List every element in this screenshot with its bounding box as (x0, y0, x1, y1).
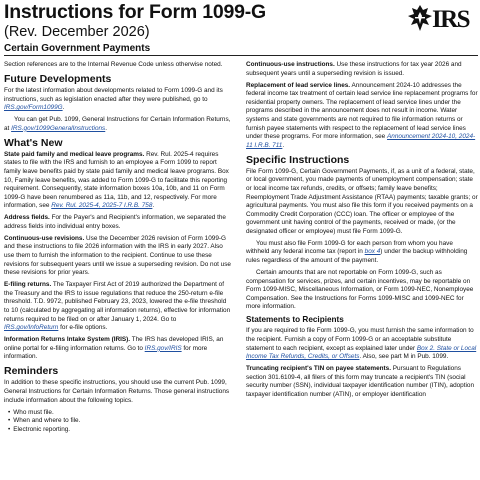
specific-instructions-paragraph: File Form 1099-G, Certain Government Payments, if, as a unit of a federal, state, or local government, you made payments of unemployment compensation; state or local income tax refunds, credits, or offsets; family leave benefits; Reemployment Trade Adjustment Assistance (RTAA) payments; taxable grants; or agricultural payments. You must also file this form if you received payments on a Commodity Credit Corporation (CCC) loan. The officer or employee of the government unit having control of the payments, received or made, (or the designated officer or employee) must file Form 1099-G. (246, 167, 478, 235)
statements-to-recipients-heading: Statements to Recipients (246, 315, 344, 325)
list-item: • When and where to file. (8, 417, 231, 426)
box-2-link[interactable]: Box 2. State or Local Income Tax Refunds, Credits, or Offsets (246, 344, 477, 361)
backup-withholding-paragraph: You must also file Form 1099-G for each person from whom you have withheld any federal income tax (report in box 4) under the backup withholding rules regardless of the amount of the payment. (246, 239, 468, 265)
irs-logo (406, 3, 478, 37)
whats-new-heading: What's New (4, 136, 63, 149)
general-instructions-link[interactable]: IRS.gov/1099GeneralInstructions (11, 124, 106, 132)
header-divider (4, 55, 478, 56)
truncating-tin-paragraph: Truncating recipient's TIN on payee statements. Pursuant to Regulations section 301.6109-4, all filers of this form may truncate a recipient's TIN (social security number (SSN), individual taxpayer identification number (ITIN), adoption taxpayer identification number (ATIN), or employer identification (246, 365, 475, 398)
info-return-link[interactable]: IRS.gov/InfoReturn (4, 324, 59, 332)
list-item: • Electronic reporting. (8, 426, 231, 435)
future-developments-paragraph: For the latest information about developments related to Form 1099-G and its instructions, such as legislation enacted after they were published, go to IRS.gov/Form1099G. (4, 86, 223, 112)
continuous-use-revisions-paragraph: Continuous-use revisions. Use the December 2026 revision of Form 1099-G and these instructions to file 2026 information with the IRS in early 2027. Also use them to furnish the information to the recipient. Continue to use these revisions for subsequent years until we issue a superseding revision. Do not use these revisions for prior years. (4, 234, 231, 277)
revision-date: (Rev. December 2026) (4, 24, 150, 40)
irs-eagle-icon (406, 3, 434, 33)
statements-paragraph: If you are required to file Form 1099-G, you must furnish the same information to the recipient. Furnish a copy of Form 1099-G or an acceptable substitute statement to each recipient, except as explained later under Box 2. State or Local Income Tax Refunds, Credits, or Offsets. Also, see part M in Pub. 1099. (246, 327, 477, 361)
address-fields-paragraph: Address fields. For the Payer's and Recipient's information, we separated the address fields into individual entry boxes. (4, 214, 226, 230)
iris-link[interactable]: IRS.gov/IRIS (144, 344, 182, 352)
form-1099g-link[interactable]: IRS.gov/Form1099G (4, 104, 63, 112)
reminders-list (8, 409, 231, 435)
state-paid-leave-paragraph: State paid family and medical leave programs. Rev. Rul. 2025-4 requires states to file with the IRS and furnish to an employee a Form 1099 to report family leave benefits paid by state paid family and medical leave programs. Box 10, Family leave benefits, was added to Form 1099-G to facilitate this reporting requirement. Consequently, state information boxes 10a, 10b, and 11 on Form 1099-G have been renumbered as 11a, 11b, and 12, respectively. For more information, see Rev. Rul. 2025-4, 2025-7 I.R.B. 758. (4, 150, 229, 210)
reminders-heading: Reminders (4, 365, 59, 378)
efiling-paragraph: E-filing returns. The Taxpayer First Act of 2019 authorized the Department of the Treasury and the IRS to issue regulations that reduce the 250-return e-file threshold. T.D. 9972, published February 23, 2023, lowered the e-file threshold to 10 (calculated by aggregating all information returns), effective for information returns required to be filed on or after January 1, 2024. Go to IRS.gov/InfoReturn for e-file options. (4, 281, 231, 332)
announcement-link[interactable]: Announcement 2024-10, 2024-11 I.R.B. 711 (246, 133, 476, 149)
intro-paragraph: Section references are to the Internal Revenue Code unless otherwise noted. (4, 61, 223, 68)
rev-rul-link[interactable]: Rev. Rul. 2025-4, 2025-7 I.R.B. 758 (51, 202, 153, 210)
left-column (4, 61, 231, 480)
specific-instructions-heading: Specific Instructions (246, 153, 350, 166)
box-4-link[interactable]: box 4 (364, 248, 381, 256)
lead-service-lines-paragraph: Replacement of lead service lines. Announcement 2024-10 addresses the federal income tax treatment of certain lead service line replacement programs for residential property owners. The replacement of lead service lines under the programs described in the announcement does not result in income. Water systems and state governments are not required to file information returns or furnish payee statements with respect to the replacement of lead service lines under these programs. For more information, see Announcement 2024-10, 2024-11 I.R.B. 711. (246, 81, 478, 149)
iris-paragraph: Information Returns Intake System (IRIS). The IRS has developed IRIS, an online portal for e-filing information returns. Go to IRS.gov/IRIS for more information. (4, 336, 224, 361)
list-item: • Who must file. (8, 409, 231, 418)
irs-logo-text: IRS (432, 6, 469, 33)
non-reportable-amounts-paragraph: Certain amounts that are not reportable on Form 1099-G, such as compensation for services, prizes, and certain incentives, may be reportable on Form 1099-MISC, Miscellaneous Information, or Form 1099-NEC, Nonemployee Compensation. See the Instructions for Forms 1099-MISC and 1099-NEC for more information. (246, 269, 474, 311)
page-title: Instructions for Form 1099-G (4, 1, 267, 23)
reminders-paragraph: In addition to these specific instructions, you should use the current Pub. 1099, General Instructions for Certain Information Returns. Those general instructions include information about the following topics. (4, 379, 230, 404)
pub-1099-paragraph: You can get Pub. 1099, General Instructions for Certain Information Returns, at IRS.gov/1099GeneralInstructions. (4, 116, 231, 132)
future-developments-heading: Future Developments (4, 72, 112, 85)
continuous-use-instructions-paragraph: Continuous-use instructions. Use these instructions for tax year 2026 and subsequent years until a superseding revision is issued. (246, 61, 462, 77)
page-subtitle: Certain Government Payments (4, 43, 151, 54)
right-column (246, 61, 478, 480)
